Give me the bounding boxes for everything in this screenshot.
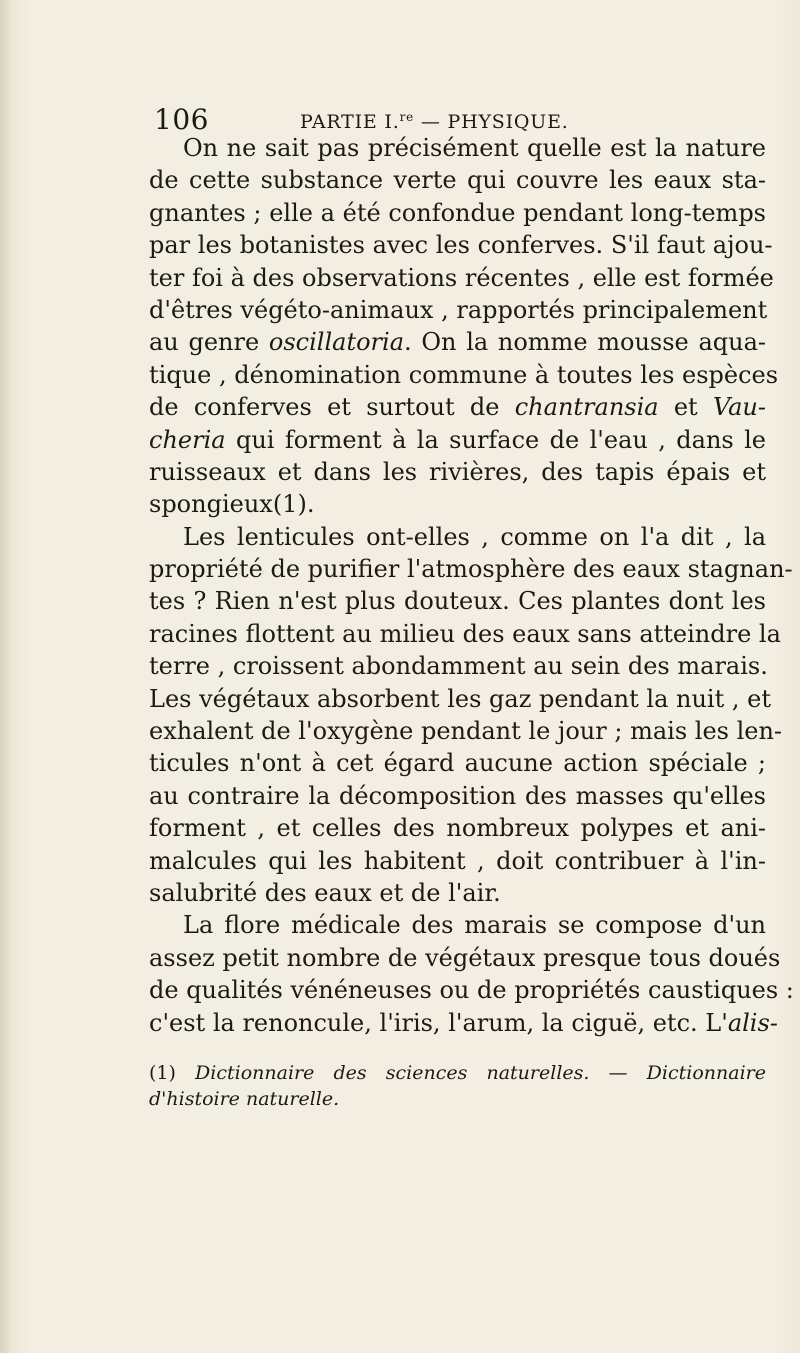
italic-term: chantransia xyxy=(514,393,659,422)
text-run: qui forment à la surface de l'eau , dans le xyxy=(225,425,766,454)
text-run: spongieux(1). xyxy=(149,490,315,519)
text-line xyxy=(149,747,766,779)
text-run: et xyxy=(658,393,713,422)
text-run: d'êtres végéto-animaux , rapportés principalement xyxy=(149,295,768,324)
text-run: tes ? Rien n'est plus douteux. Ces plantes dont les xyxy=(149,587,766,616)
page-gutter-shadow xyxy=(0,0,12,1353)
text-run: au genre xyxy=(149,328,269,357)
text-run: forment , et celles des nombreux polypes et ani- xyxy=(149,814,766,843)
text-line xyxy=(149,942,781,974)
text-run: par les botanistes avec les conferves. S'il faut ajou- xyxy=(149,231,773,260)
text-run: de qualités vénéneuses ou de propriétés caustiques : xyxy=(149,976,794,1005)
text-run: . On la nomme mousse aqua- xyxy=(404,328,766,357)
running-head xyxy=(300,110,569,133)
text-line xyxy=(149,585,766,617)
text-run: salubrité des eaux et de l'air. xyxy=(149,878,501,907)
footnote-citation: Dictionnaire des sciences naturelles. — Dictionnaire xyxy=(195,1062,766,1084)
text-line xyxy=(149,456,766,488)
text-line xyxy=(149,812,766,844)
text-run: ruisseaux et dans les rivières, des tapis épais et xyxy=(149,457,766,486)
text-line xyxy=(149,391,766,423)
text-run: ter foi à des observations récentes , elle est formée xyxy=(149,263,774,292)
running-head-part: PARTIE I. xyxy=(300,111,400,133)
text-run: malcules qui les habitent , doit contribuer à l'in- xyxy=(149,846,766,875)
italic-term: cheria xyxy=(149,425,226,454)
text-run: au contraire la décomposition des masses qu'elles xyxy=(149,781,766,810)
page-number: 106 xyxy=(154,103,209,136)
footnote-marker: (1) xyxy=(149,1062,196,1084)
text-line xyxy=(149,164,766,196)
running-head-sup: re xyxy=(399,110,415,124)
text-run: c'est la renoncule, l'iris, l'arum, la ciguë, etc. L' xyxy=(149,1008,728,1037)
text-line xyxy=(149,294,766,326)
text-run: Les lenticules ont-elles , comme on l'a dit , la xyxy=(183,522,766,551)
text-line xyxy=(149,974,794,1006)
italic-term: Vau- xyxy=(712,393,766,422)
text-line xyxy=(149,553,793,585)
text-line xyxy=(149,488,766,520)
text-run: exhalent de l'oxygène pendant le jour ; mais les len- xyxy=(149,717,783,746)
text-line xyxy=(149,326,766,358)
text-line xyxy=(149,424,766,456)
text-line xyxy=(149,229,773,261)
footnote xyxy=(149,1060,766,1112)
footnote-line xyxy=(149,1086,766,1112)
text-run: Les végétaux absorbent les gaz pendant la nuit , et xyxy=(149,684,771,713)
italic-term: oscillatoria xyxy=(268,328,404,357)
text-run: La flore médicale des marais se compose d'un xyxy=(183,911,766,940)
text-run: propriété de purifier l'atmosphère des eaux stagnan- xyxy=(149,555,793,584)
text-run: ticules n'ont à cet égard aucune action spéciale ; xyxy=(149,749,766,778)
text-run: terre , croissent abondamment au sein des marais. xyxy=(149,652,768,681)
text-line xyxy=(149,132,766,164)
text-line xyxy=(149,683,771,715)
text-line xyxy=(149,650,766,682)
text-line xyxy=(149,1007,778,1039)
text-run: gnantes ; elle a été confondue pendant long-temps xyxy=(149,198,766,227)
text-line xyxy=(149,877,766,909)
text-line xyxy=(149,780,766,812)
text-run: de cette substance verte qui couvre les eaux sta- xyxy=(149,166,766,195)
text-run: racines flottent au milieu des eaux sans atteindre la xyxy=(149,619,781,648)
running-head-rest: — PHYSIQUE. xyxy=(414,111,569,133)
body-text xyxy=(149,132,794,1039)
footnote-citation: d'histoire naturelle. xyxy=(149,1088,340,1110)
text-line xyxy=(149,715,783,747)
text-run: tique , dénomination commune à toutes les espèces xyxy=(149,360,779,389)
text-line xyxy=(149,359,779,391)
text-line xyxy=(149,618,781,650)
text-run: On ne sait pas précisément quelle est la nature xyxy=(183,134,766,162)
text-line xyxy=(149,262,774,294)
italic-term: alis- xyxy=(727,1008,778,1037)
text-line xyxy=(149,909,766,941)
text-run: assez petit nombre de végétaux presque tous doués xyxy=(149,943,781,972)
text-run: de conferves et surtout de xyxy=(149,393,515,422)
text-line xyxy=(149,521,766,553)
text-line xyxy=(149,845,766,877)
text-line xyxy=(149,197,766,229)
footnote-line xyxy=(149,1060,766,1086)
